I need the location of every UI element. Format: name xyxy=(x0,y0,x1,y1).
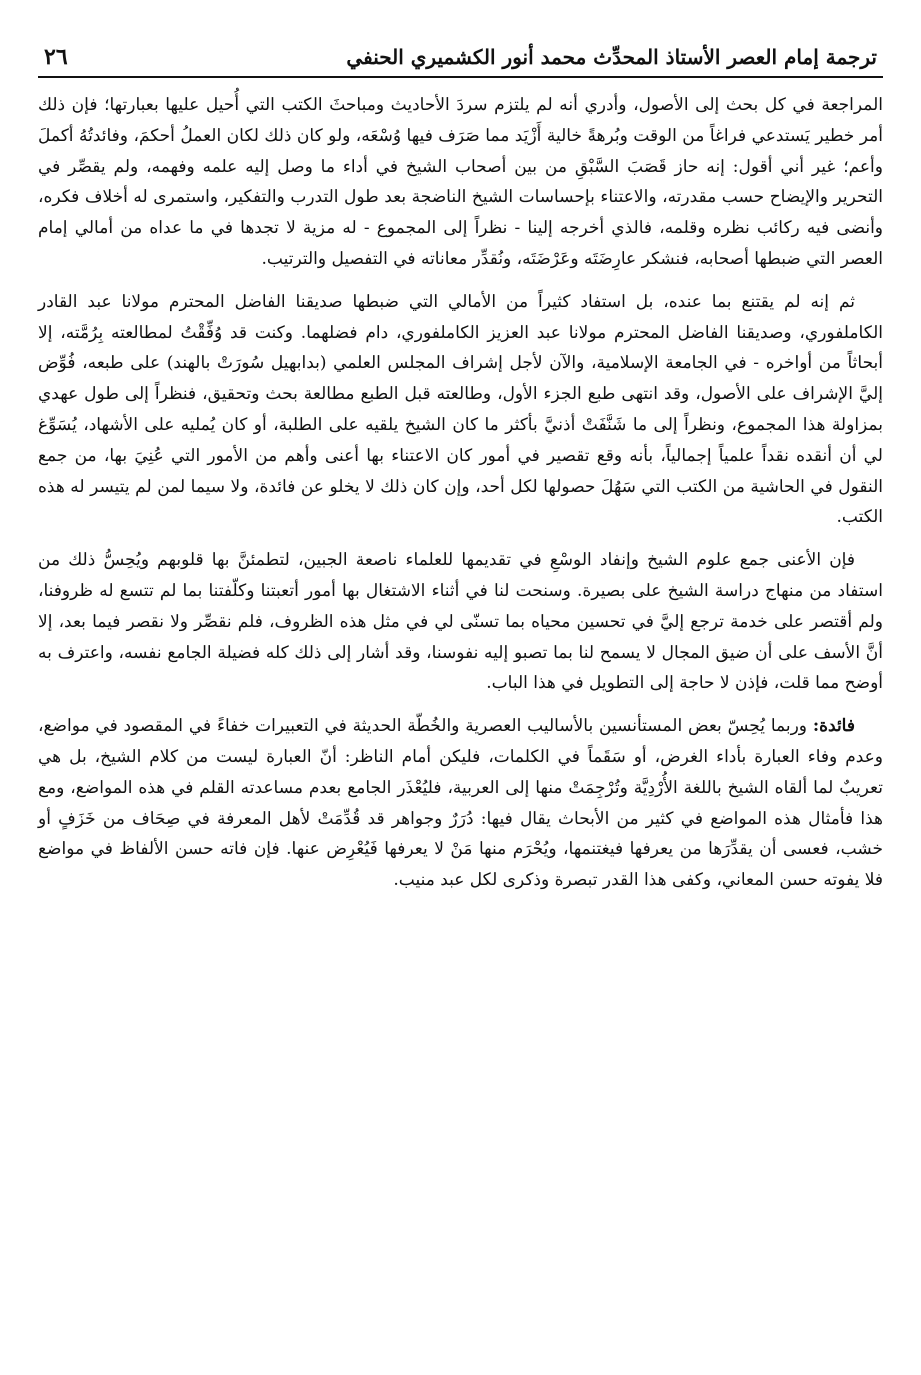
header-title: ترجمة إمام العصر الأستاذ المحدِّث محمد أنور الكشميري الحنفي xyxy=(346,45,877,69)
body-text xyxy=(38,90,883,896)
benefit-note-text: وربما يُحِسّ بعض المستأنسين بالأساليب العصرية والخُطّة الحديثة في التعبيرات خفاءً في المقصود في مواضع، وعدم وفاء العبارة بأداء الغرض، أو سَقَماً في الكلمات، فليكن أمام الناظر: أنّ العبارة ليست من كلام الشيخ، بل هي تعريبٌ لما ألقاه الشيخ باللغة الأُرْدِيَّة وتُرْجِمَتْ منها إلى العربية، فليُعْذَر الجامع بعدم مساعدته القلم في هذه المواضع، ومع هذا فأمثال هذه المواضع في كثير من الأبحاث يقال فيها: دُرَرٌ وجواهر قد قُدِّمَتْ لأهل المعرفة في صِحَاف من خَزَفٍ أو خشب، فعسى أن يقدِّرَها من يعرفها فيغتنمها، ويُحْرَم منها مَنْ لا يعرفها فَيُعْرِض عنها. فإن فاته حسن الألفاظ في مواضع فلا يفوته حسن المعاني، وكفى هذا القدر تبصرة وذكرى لكل عبد منيب. xyxy=(38,716,883,891)
page-number: ٢٦ xyxy=(44,44,68,70)
running-header xyxy=(38,42,883,76)
header-rule xyxy=(38,76,883,78)
page xyxy=(38,42,883,908)
benefit-note-label: فائدة: xyxy=(812,716,855,737)
paragraph-3: فإن الأعنى جمع علوم الشيخ وإنفاد الوسْعِ في تقديمها للعلماء ناصعة الجبين، لتطمئنَّ بها قلوبهم ويُحِسُّ ذلك من استفاد من منهاج دراسة الشيخ على بصيرة. وسنحت لنا في أثناء الاشتغال بها أمور أتعبتنا وكلّفتنا بما لم تتسع له ظروفنا، ولم أقتصر على خدمة ترجع إليَّ في تحسين محياه بما تسنّى لي في مثل هذه الظروف، فلم نقصِّر ولا نقصر فيما بعد، إلا أنَّ الأسف على أن ضيق المجال لا يسمح لنا بما تصبو إليه نفوسنا، وقد أشار إلى ذلك كله فضيلة الجامع نفسه، واعترف به أوضح مما قلت، فإذن لا حاجة إلى التطويل في هذا الباب. xyxy=(38,550,883,694)
benefit-note xyxy=(38,711,883,896)
paragraph-2: ثم إنه لم يقتنع بما عنده، بل استفاد كثيراً من الأمالي التي ضبطها صديقنا الفاضل المحترم مولانا عبد القادر الكاملفوري، وصديقنا الفاضل المحترم مولانا عبد العزيز الكاملفوري، دام فضلهما. وكنت قد وُفِّقْتُ لمطالعته بِرُمَّته، إلا أبحاثاً من أواخره - في الجامعة الإسلامية، والآن لأجل إشراف المجلس العلمي (بدابهيل سُورَتْ بالهند) على طبعه، فُوِّض إليَّ الإشراف على الأصول، وقد انتهى طبع الجزء الأول، وطالعته قبل الطبع مطالعة بحث وتحقيق، فنظراً إلى طول عهدي بمزاولة هذا المجموع، ونظراً إلى ما شَنَّفَتْ أذنيَّ بأكثر ما كان الشيخ يلقيه على الطلبة، أو كان يُمليه على الأشهاد، يُسَوِّغ لي أن أنقده نقداً علمياً إجمالياً، بأنه وقع تقصير في أمور كان الاعتناء بها أعنى وأهم من الأمور التي عُنِيَ بها، من جمع النقول في الحاشية من الكتب التي سَهُلَ حصولها لكل أحد، وإن كان ذلك لا يخلو عن فائدة، ولا سيما لمن لم يتيسر له هذه الكتب. xyxy=(38,291,883,528)
paragraph-1: المراجعة في كل بحث إلى الأصول، وأدري أنه لم يلتزم سردَ الأحاديث ومباحثَ الكتب التي أُحيل عليها بعبارتها؛ فإن ذلك أمر خطير يَستدعي فراغاً من الوقت وبُرهةً خالية أَزْيَد مما صَرَف فيها وُسْعَه، ولو كان ذلك لكان العملُ أحكمَ، وفائدتُهُ أكملَ وأعم؛ غير أني أقول: إنه حاز قَصَبَ السَّبْقِ من بين أصحاب الشيخ في أداء ما وصل إليه علمه وفهمه، ولم يقصِّر في التحرير والإيضاح حسب مقدرته، والاعتناء بإحساسات الشيخ الناضجة بعد طول التدرب والتفكير، واستمرى له أخلاف فكره، وأنضى فيه ركائب نظره وقلمه، فالذي أخرجه إلينا - نظراً إلى المجموع - له مزية لا تجدها في ما عداه من أمالي إمام العصر التي ضبطها أصحابه، فنشكر عارِضَتَه وعَرْضَتَه، ونُقدِّر معاناته في التفصيل والترتيب. xyxy=(38,95,883,269)
